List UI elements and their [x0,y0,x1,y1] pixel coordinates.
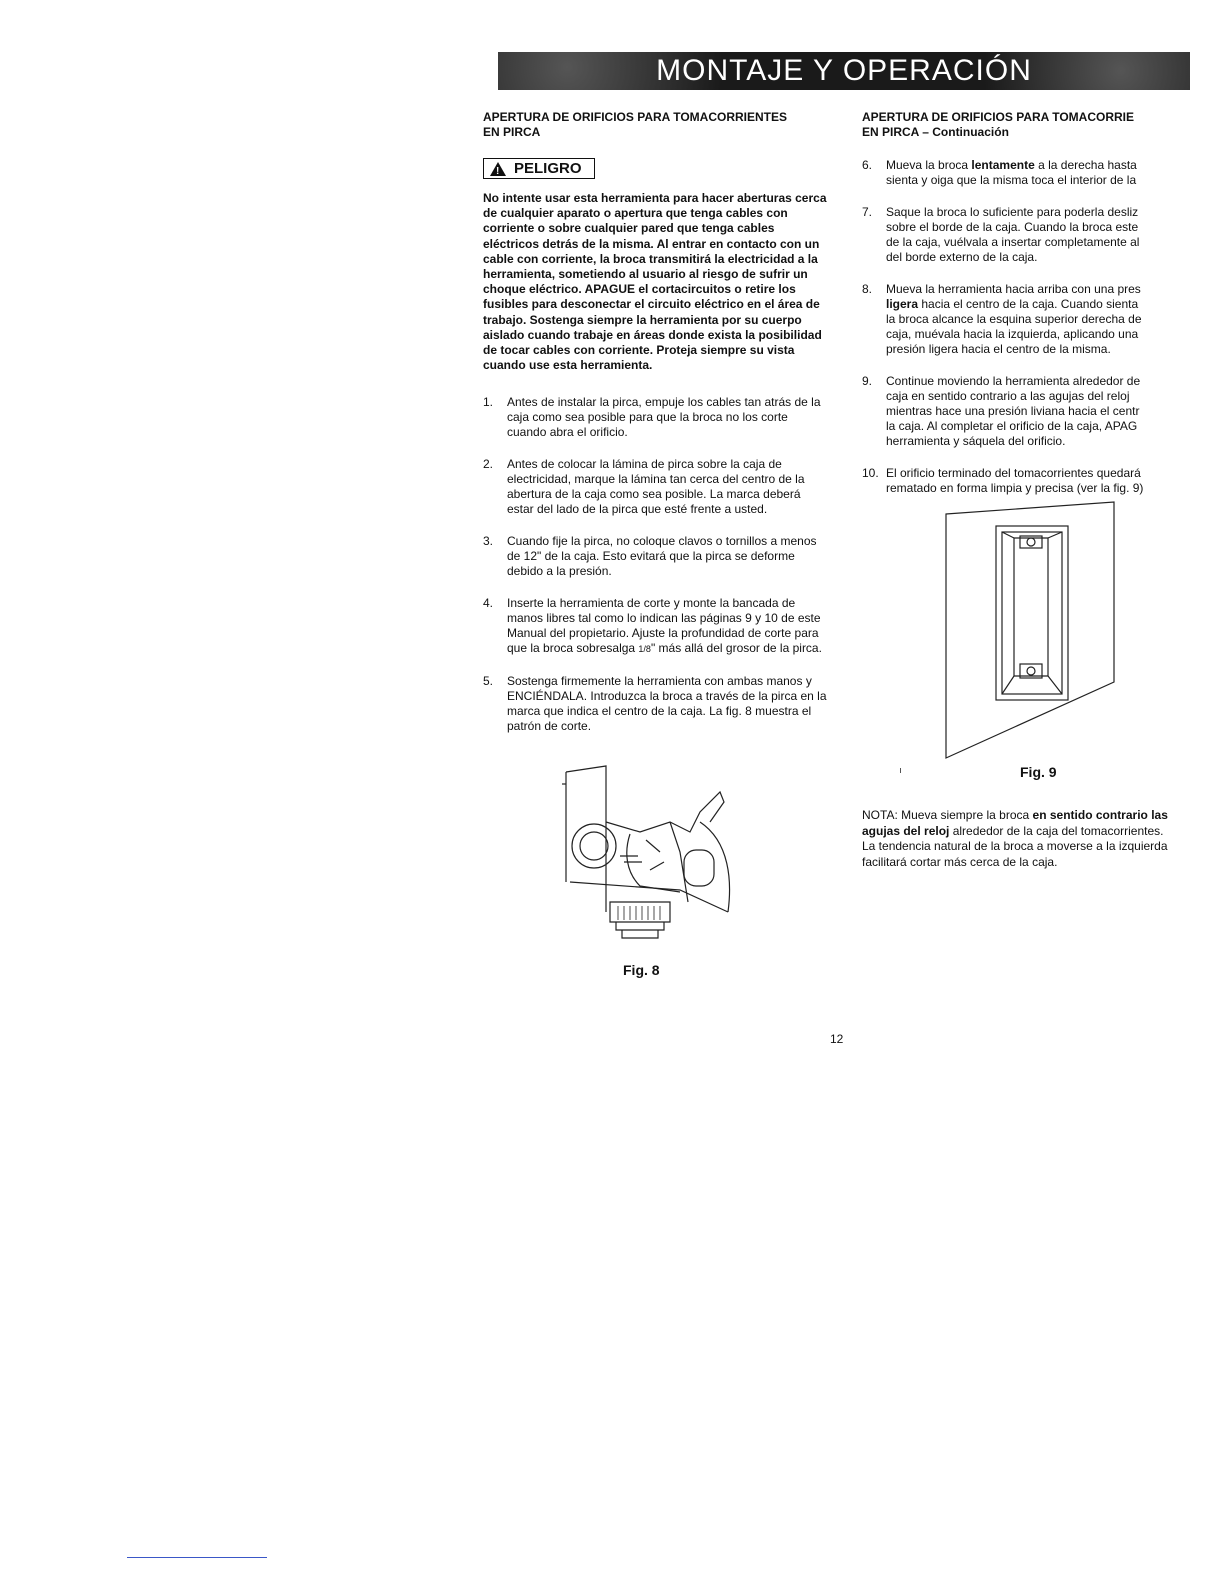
list-item: 5. Sostenga firmemente la herramienta con ambas manos y ENCIÉNDALA. Introduzca la broca a través de la pirca en la marca que indica el centro de la caja. La fig. 8 muestra el patrón de corte. [483,674,827,734]
list-item: 9. Continue moviendo la herramienta alrededor de caja en sentido contrario a las agujas del reloj mientras hace una presión liviana hacia el centr la caja. Al completar el orificio de la caja, APAG herramienta y sáquela del orificio. [862,374,1141,448]
right-heading [862,110,1180,140]
list-item: 4. Inserte la herramienta de corte y monte la bancada de manos libres tal como lo indican las páginas 9 y 10 de este Manual del propietario. Ajuste la profundidad de corte para que la broca sobresalga 1/8" más allá del grosor de la pirca. [483,596,822,656]
page-number: 12 [830,1032,844,1046]
danger-warning-text: No intente usar esta herramienta para hacer aberturas cerca de cualquier aparato o apertura que tenga cables con corriente o sobre cualquier pared que tenga cables eléctricos detrás de la misma. Al entrar en contacto con un cable con corriente, la broca transmitirá la electricidad a la herramienta, sometiendo al usuario al riesgo de sufrir un choque eléctrico. APAGUE el cortacircuitos o retire los fusibles para desconectar el circuito eléctrico en el área de trabajo. Sostenga siempre la herramienta por su cuerpo aislado cuando trabaje en áreas donde exista la posibilidad de tocar cables con corriente. Proteja siempre su vista cuando use esta herramienta. [483,191,827,373]
danger-label: PELIGRO [514,160,582,177]
warning-triangle-icon [490,162,506,176]
right-steps [862,158,1180,496]
right-heading-line1: APERTURA DE ORIFICIOS PARA TOMACORRIE [862,110,1135,124]
left-column [483,110,828,751]
list-item: 1. Antes de instalar la pirca, empuje los cables tan atrás de la caja como sea posible para que la broca no los corte cuando abra el orificio. [483,395,821,440]
right-heading-line2: EN PIRCA – Continuación [862,125,1009,139]
section-title: MONTAJE Y OPERACIÓN [656,54,1032,87]
danger-box [483,158,595,179]
left-heading-line2: EN PIRCA [483,125,541,139]
fig8-router-illustration [560,762,732,946]
list-item: 10. El orificio terminado del tomacorrientes quedará rematado en forma limpia y precisa (ver la fig. 9) [862,466,1144,495]
section-banner [498,52,1190,90]
list-item: 2. Antes de colocar la lámina de pirca sobre la caja de electricidad, marque la lámina tan cerca del centro de la abertura de la caja como sea posible. La marca deberá estar del lado de la pirca que esté frente a usted. [483,457,805,517]
list-item: 8. Mueva la herramienta hacia arriba con una pres ligera hacia el centro de la caja. Cuando sienta la broca alcance la esquina superior derecha de caja, muévala hacia la izquierda, aplicando una presión ligera hacia el centro de la misma. [862,282,1142,356]
right-column [862,110,1180,513]
left-steps [483,395,828,734]
fraction: 1/8 [638,644,651,655]
fig9-outlet-box-illustration [944,500,1118,762]
list-item: 3. Cuando fije la pirca, no coloque clavos o tornillos a menos de 12" de la caja. Esto evitará que la pirca se deforme debido a la presión. [483,534,817,579]
left-heading [483,110,828,140]
left-heading-line1: APERTURA DE ORIFICIOS PARA TOMACORRIENTES [483,110,788,124]
list-item: 7. Saque la broca lo suficiente para poderla desliz sobre el borde de la caja. Cuando la broca este de la caja, vuélvala a insertar completamente al del borde externo de la caja. [862,205,1140,264]
list-item: 6. Mueva la broca lentamente a la derecha hasta sienta y oiga que la misma toca el interior de la [862,158,1137,187]
note-paragraph: NOTA: Mueva siempre la broca en sentido contrario las agujas del reloj alrededor de la caja del tomacorrientes. La tendencia natural de la broca a moverse a la izquierda facilitará cortar más cerca de la caja. [862,808,1168,869]
fig9-caption: Fig. 9 [1020,764,1057,780]
stray-mark [900,768,901,773]
fig8-caption: Fig. 8 [623,962,660,978]
footer-link-underline [127,1557,267,1558]
